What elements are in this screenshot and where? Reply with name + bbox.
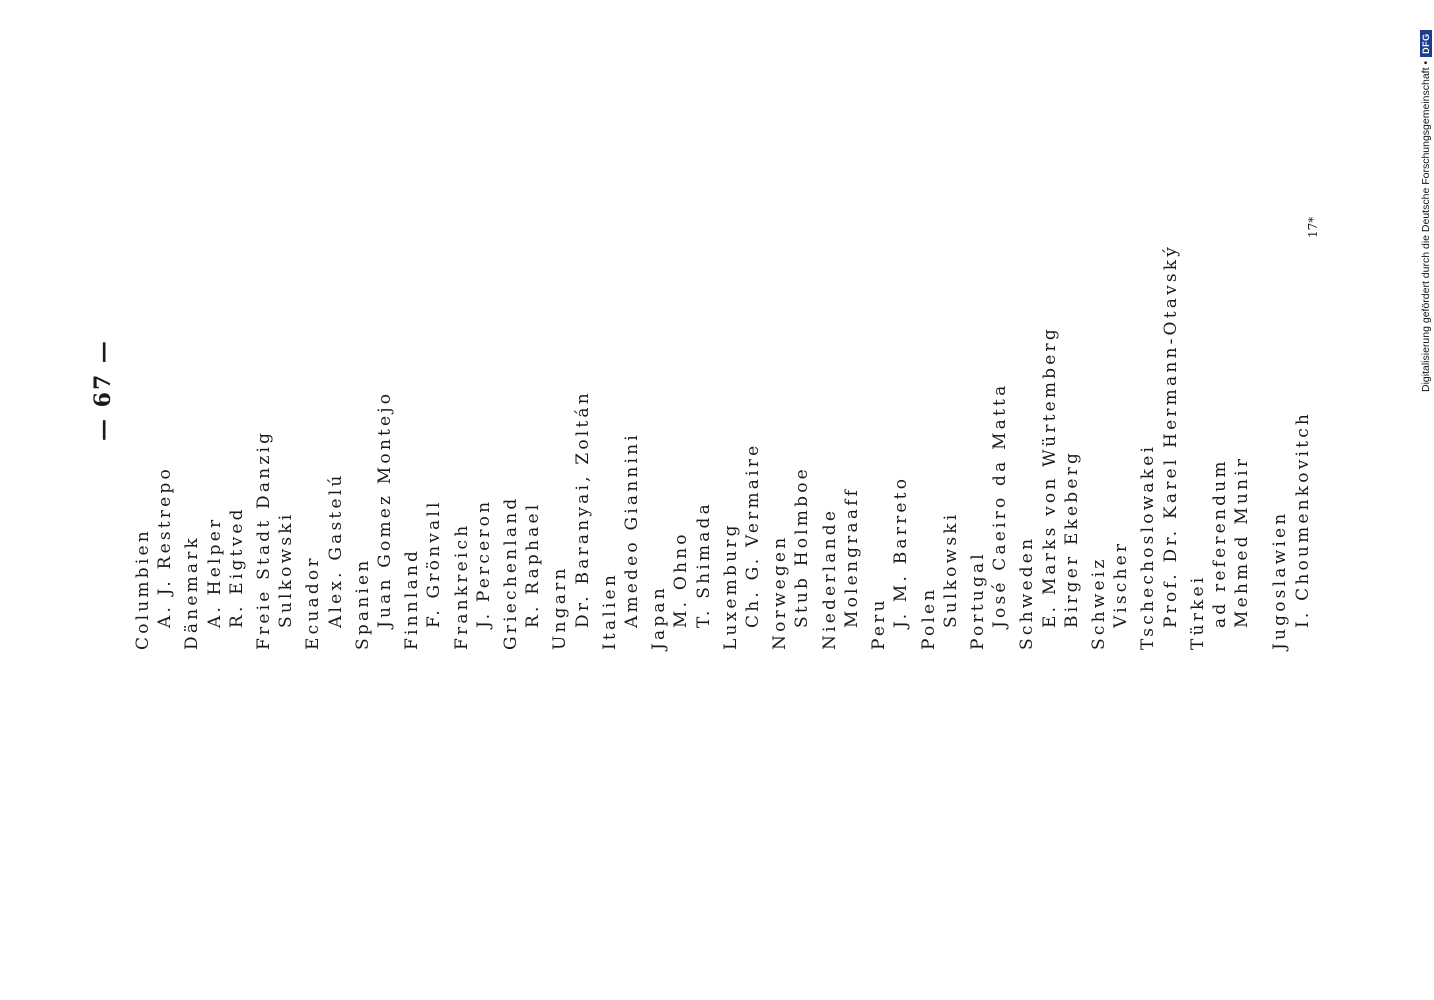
country-name: Niederlande bbox=[819, 507, 840, 650]
country-name: Norwegen bbox=[770, 534, 791, 650]
country-name: Türkei bbox=[1187, 574, 1208, 650]
delegate-name: R. Raphael bbox=[523, 501, 544, 628]
country-name: Tschechoslowakei bbox=[1138, 443, 1159, 650]
country-name: Ungarn bbox=[550, 565, 571, 650]
delegate-name: A. J. Restrepo bbox=[155, 466, 176, 628]
section-gap bbox=[1253, 30, 1269, 650]
country-name: Columbien bbox=[133, 528, 153, 650]
delegate-name: I. Choumenkovitch bbox=[1292, 410, 1313, 628]
country-name: Ecuador bbox=[303, 555, 324, 650]
delegate-name: Molengraaff bbox=[841, 486, 862, 628]
delegate-name: J. M. Barreto bbox=[891, 475, 912, 628]
delegate-name: Sulkowski bbox=[276, 511, 297, 628]
delegate-name: T. Shimada bbox=[693, 501, 714, 628]
country-name: Luxemburg bbox=[720, 522, 741, 650]
delegate-name: Juan Gomez Montejo bbox=[375, 390, 396, 628]
country-name: Italien bbox=[599, 572, 620, 650]
footnote-marker: 17* bbox=[1306, 216, 1320, 238]
delegate-name: Amedeo Giannini bbox=[622, 432, 643, 628]
country-name: Peru bbox=[869, 597, 890, 650]
dfg-credit-text: Digitalisierung gefördert durch die Deutsche Forschungsgemeinschaft • bbox=[1420, 60, 1432, 392]
country-name: Finnland bbox=[402, 547, 423, 650]
delegate-name: J. Perceron bbox=[473, 498, 494, 628]
delegate-name: Dr. Baranyai, Zoltán bbox=[572, 390, 593, 628]
delegate-name: Prof. Dr. Karel Hermann-Otavský bbox=[1160, 243, 1181, 628]
country-name: Dänemark bbox=[182, 534, 203, 650]
delegate-name: Mehmed Munir bbox=[1232, 455, 1253, 628]
delegate-name: F. Grönvall bbox=[424, 499, 445, 628]
delegate-name: Ch. G. Vermaire bbox=[743, 442, 764, 628]
delegate-list bbox=[132, 30, 1314, 650]
delegate-name: E. Marks von Würtemberg bbox=[1039, 326, 1060, 628]
country-name: Freie Stadt Danzig bbox=[254, 429, 275, 650]
delegate-name: José Caeiro da Matta bbox=[990, 382, 1011, 628]
delegate-name: Birger Ekeberg bbox=[1061, 449, 1082, 628]
delegate-name: A. Helper bbox=[204, 516, 225, 628]
delegate-name: ad referendum bbox=[1209, 458, 1230, 628]
country-name: Jugoslawien bbox=[1270, 510, 1291, 650]
country-name: Frankreich bbox=[451, 522, 472, 650]
country-name: Spanien bbox=[352, 557, 373, 650]
page-number: — 67 — bbox=[90, 339, 116, 441]
dfg-logo: DFG bbox=[1420, 30, 1432, 57]
country-name: Schweiz bbox=[1088, 556, 1109, 650]
country-name: Japan bbox=[649, 585, 670, 650]
country-name: Griechenland bbox=[501, 495, 522, 650]
country-name: Portugal bbox=[967, 551, 988, 650]
dfg-credit bbox=[1420, 30, 1432, 392]
delegate-name: Sulkowski bbox=[940, 511, 961, 628]
delegate-name: Vischer bbox=[1111, 540, 1132, 628]
country-name: Polen bbox=[918, 586, 939, 650]
country-name: Schweden bbox=[1017, 535, 1038, 650]
delegate-name: M. Ohno bbox=[671, 531, 692, 628]
delegate-name: Alex. Gastelú bbox=[325, 472, 346, 628]
delegate-name: Stub Holmboe bbox=[792, 466, 813, 628]
delegate-name: R. Eigtved bbox=[226, 506, 247, 628]
